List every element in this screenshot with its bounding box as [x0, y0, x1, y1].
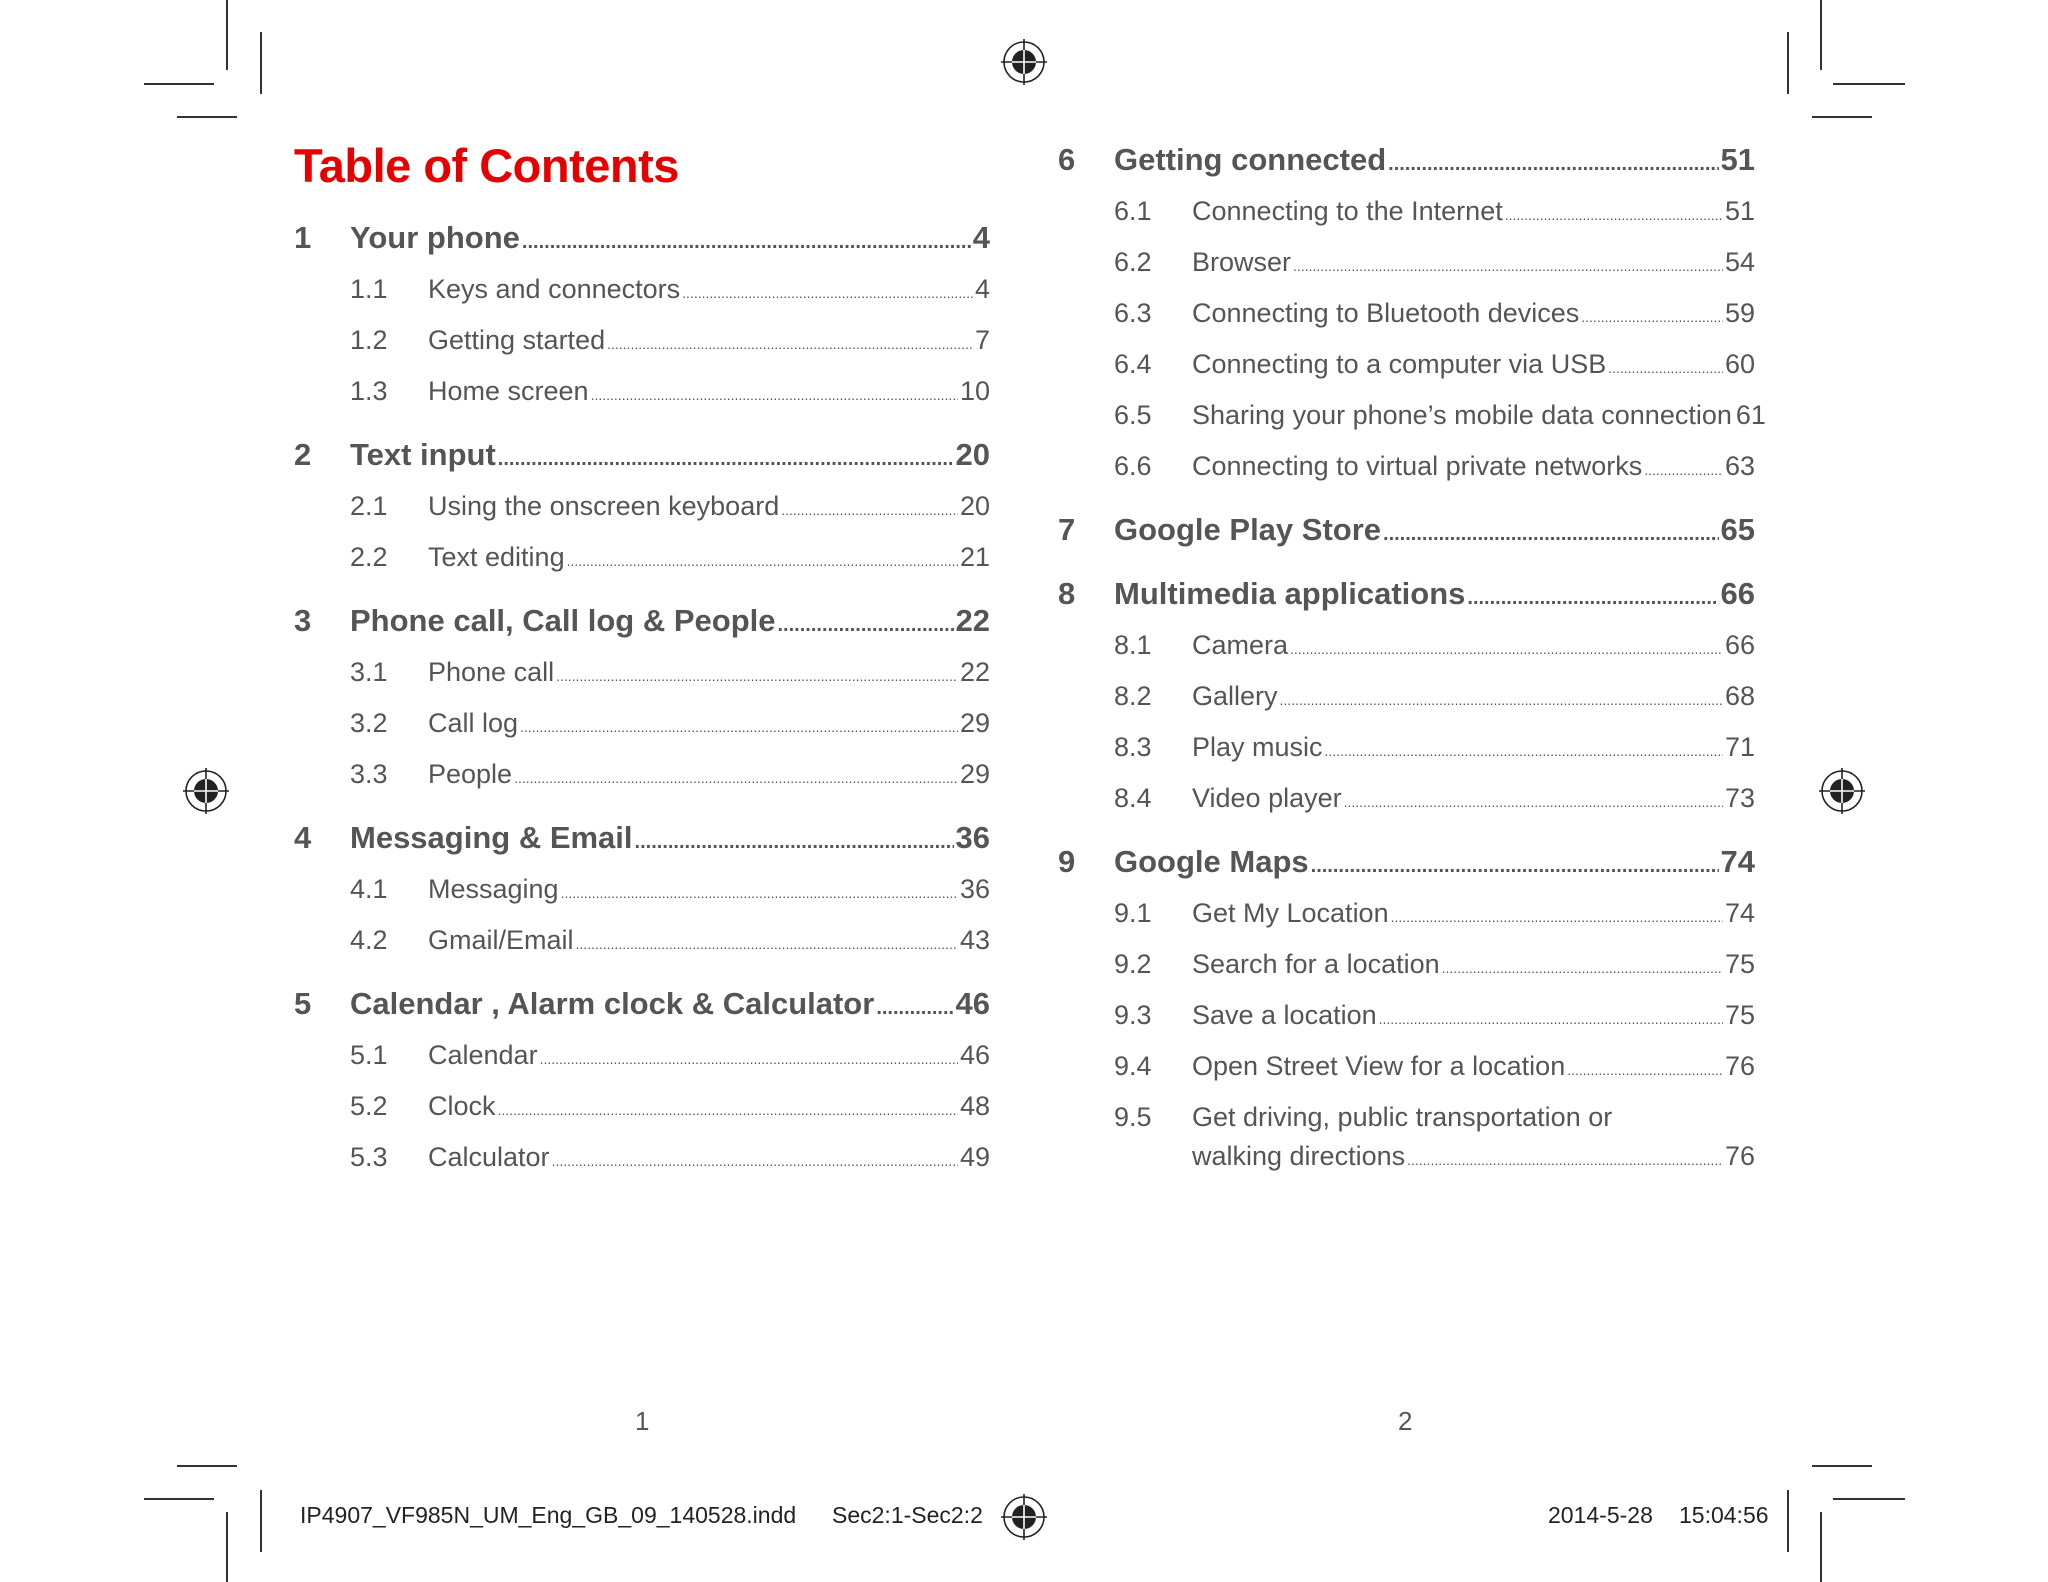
- crop-mark: [260, 1490, 262, 1552]
- section-page: 22: [959, 657, 990, 687]
- section-page: 46: [959, 1040, 990, 1070]
- dot-leader: [591, 378, 958, 405]
- dot-leader: [576, 927, 958, 954]
- chapter-page: 46: [955, 986, 990, 1021]
- chapter-label: Messaging & Email: [350, 820, 633, 855]
- section-page: 74: [1724, 898, 1755, 928]
- toc-section[interactable]: [1114, 1102, 1755, 1174]
- section-number: 6.3: [1114, 298, 1152, 328]
- chapter-label: Google Maps: [1114, 844, 1309, 879]
- dot-leader: [682, 276, 973, 303]
- crop-mark: [1833, 1498, 1905, 1500]
- section-page: 43: [959, 925, 990, 955]
- toc-section[interactable]: [1114, 1051, 1755, 1087]
- section-label: Get My Location: [1192, 898, 1389, 928]
- slug-time: 15:04:56: [1679, 1502, 1769, 1528]
- chapter-label: Calendar , Alarm clock & Calculator: [350, 986, 875, 1021]
- crop-mark: [1787, 1490, 1789, 1552]
- toc-section[interactable]: [350, 708, 990, 744]
- chapter-number: 5: [294, 986, 312, 1021]
- dot-leader: [876, 988, 953, 1019]
- toc-section[interactable]: [1114, 1000, 1755, 1036]
- page-number-left: 1: [635, 1406, 650, 1436]
- section-label: Gallery: [1192, 681, 1278, 711]
- crop-mark: [1787, 32, 1789, 94]
- section-number: 6.2: [1114, 247, 1152, 277]
- section-label: Using the onscreen keyboard: [428, 491, 780, 521]
- chapter-number: 7: [1058, 512, 1076, 547]
- section-number: 8.1: [1114, 630, 1152, 660]
- section-page: 7: [974, 325, 990, 355]
- section-label: Sharing your phone’s mobile data connection: [1192, 400, 1732, 430]
- section-label: Play music: [1192, 732, 1323, 762]
- section-number: 4.2: [350, 925, 388, 955]
- section-page: 68: [1724, 681, 1755, 711]
- toc-section[interactable]: [1114, 298, 1755, 334]
- section-label: Keys and connectors: [428, 274, 681, 304]
- toc-section[interactable]: [1114, 783, 1755, 819]
- chapter-page: 65: [1720, 512, 1755, 547]
- section-page: 59: [1724, 298, 1755, 328]
- toc-section[interactable]: [1114, 681, 1755, 717]
- slug-filename: IP4907_VF985N_UM_Eng_GB_09_140528.indd: [300, 1502, 797, 1528]
- chapter-label: Your phone: [350, 220, 520, 255]
- section-label: Getting started: [428, 325, 606, 355]
- page-title: Table of Contents: [294, 139, 679, 192]
- chapter-number: 1: [294, 220, 312, 255]
- dot-leader: [1311, 846, 1719, 877]
- dot-leader: [522, 222, 971, 253]
- chapter-number: 9: [1058, 844, 1076, 879]
- registration-mark-icon: [183, 768, 229, 814]
- chapter-number: 8: [1058, 576, 1076, 611]
- section-number: 8.4: [1114, 783, 1152, 813]
- toc-section[interactable]: [1114, 400, 1766, 436]
- section-label: Open Street View for a location: [1192, 1051, 1566, 1081]
- section-page: 61: [1735, 400, 1766, 430]
- section-label: Clock: [428, 1091, 496, 1121]
- dot-leader: [635, 822, 954, 853]
- section-label: Text editing: [428, 542, 565, 572]
- section-page: 29: [959, 708, 990, 738]
- dot-leader: [567, 544, 958, 571]
- chapter-number: 4: [294, 820, 312, 855]
- section-label: Get driving, public transportation or: [1192, 1102, 1613, 1132]
- section-number: 4.1: [350, 874, 388, 904]
- chapter-page: 4: [972, 220, 990, 255]
- toc-section[interactable]: [350, 1142, 990, 1178]
- section-page: 48: [959, 1091, 990, 1121]
- section-label: Connecting to virtual private networks: [1192, 451, 1643, 481]
- toc-section[interactable]: [1114, 732, 1755, 768]
- section-label: Messaging: [428, 874, 559, 904]
- toc-section[interactable]: [350, 376, 990, 412]
- section-label-continuation: [1192, 1141, 1755, 1172]
- dot-leader: [1290, 632, 1723, 659]
- section-label: Connecting to Bluetooth devices: [1192, 298, 1580, 328]
- section-page: 51: [1724, 196, 1755, 226]
- chapter-page: 36: [955, 820, 990, 855]
- section-number: 6.6: [1114, 451, 1152, 481]
- section-page: 60: [1724, 349, 1755, 379]
- toc-section[interactable]: [1114, 451, 1755, 487]
- section-number: 1.1: [350, 274, 388, 304]
- toc-section[interactable]: [1114, 247, 1755, 283]
- section-page: 76: [1724, 1141, 1755, 1171]
- toc-section[interactable]: [350, 274, 990, 310]
- dot-leader: [781, 493, 958, 520]
- toc-section[interactable]: [1114, 630, 1755, 666]
- section-label: walking directions: [1192, 1141, 1406, 1171]
- chapter-number: 3: [294, 603, 312, 638]
- chapter-label: Google Play Store: [1114, 512, 1382, 547]
- section-label: Connecting to a computer via USB: [1192, 349, 1607, 379]
- crop-mark: [177, 116, 237, 118]
- dot-leader: [1379, 1002, 1723, 1029]
- section-number: 9.3: [1114, 1000, 1152, 1030]
- section-label: People: [428, 759, 513, 789]
- registration-mark-icon: [1819, 768, 1865, 814]
- section-label: Save a location: [1192, 1000, 1377, 1030]
- toc-section[interactable]: [350, 542, 990, 578]
- dot-leader: [561, 876, 958, 903]
- dot-leader: [1391, 900, 1723, 927]
- toc-chapter[interactable]: [1058, 844, 1755, 884]
- section-label: Home screen: [428, 376, 589, 406]
- section-number: 2.2: [350, 542, 388, 572]
- section-label: Call log: [428, 708, 519, 738]
- slug-date: 2014-5-28: [1548, 1502, 1653, 1528]
- section-page: 49: [959, 1142, 990, 1172]
- section-number: 9.4: [1114, 1051, 1152, 1081]
- section-label: Gmail/Email: [428, 925, 574, 955]
- section-page: 20: [959, 491, 990, 521]
- chapter-page: 66: [1720, 576, 1755, 611]
- section-number: 5.2: [350, 1091, 388, 1121]
- toc-section[interactable]: [1114, 196, 1755, 232]
- section-number: 1.3: [350, 376, 388, 406]
- dot-leader: [1388, 144, 1718, 175]
- section-number: 1.2: [350, 325, 388, 355]
- toc-chapter[interactable]: [1058, 142, 1755, 182]
- chapter-label: Multimedia applications: [1114, 576, 1466, 611]
- crop-mark: [144, 83, 214, 85]
- section-number: 5.1: [350, 1040, 388, 1070]
- section-number: 9.5: [1114, 1102, 1152, 1132]
- dot-leader: [1325, 734, 1723, 761]
- toc-section[interactable]: [350, 759, 990, 795]
- dot-leader: [1344, 785, 1723, 812]
- section-page: 4: [974, 274, 990, 304]
- crop-mark: [226, 1512, 228, 1582]
- crop-mark: [144, 1498, 214, 1500]
- chapter-page: 22: [955, 603, 990, 638]
- toc-section[interactable]: [350, 325, 990, 361]
- section-number: 9.1: [1114, 898, 1152, 928]
- section-page: 75: [1724, 1000, 1755, 1030]
- crop-mark: [1820, 1512, 1822, 1582]
- section-number: 3.2: [350, 708, 388, 738]
- dot-leader: [1581, 300, 1723, 327]
- dot-leader: [520, 710, 958, 737]
- dot-leader: [607, 327, 973, 354]
- section-label: Calendar: [428, 1040, 538, 1070]
- dot-leader: [1280, 683, 1723, 710]
- section-number: 2.1: [350, 491, 388, 521]
- section-label: Video player: [1192, 783, 1342, 813]
- section-page: 66: [1724, 630, 1755, 660]
- toc-section[interactable]: [1114, 949, 1755, 985]
- toc-chapter[interactable]: [294, 986, 990, 1026]
- section-number: 6.1: [1114, 196, 1152, 226]
- toc-chapter[interactable]: [1058, 576, 1755, 616]
- toc-section[interactable]: [350, 925, 990, 961]
- chapter-label: Getting connected: [1114, 142, 1387, 177]
- section-label: Calculator: [428, 1142, 550, 1172]
- dot-leader: [1383, 514, 1719, 545]
- section-number: 6.4: [1114, 349, 1152, 379]
- toc-chapter[interactable]: [294, 220, 990, 260]
- dot-leader: [1505, 198, 1723, 225]
- dot-leader: [1644, 453, 1723, 480]
- dot-leader: [498, 439, 954, 470]
- crop-mark: [177, 1465, 237, 1467]
- dot-leader: [540, 1042, 958, 1069]
- crop-mark: [1812, 116, 1872, 118]
- section-page: 10: [959, 376, 990, 406]
- dot-leader: [514, 761, 958, 788]
- chapter-page: 20: [955, 437, 990, 472]
- section-page: 36: [959, 874, 990, 904]
- toc-chapter[interactable]: [294, 437, 990, 477]
- dot-leader: [1293, 249, 1723, 276]
- dot-leader: [498, 1093, 958, 1120]
- registration-mark-icon: [1001, 39, 1047, 85]
- crop-mark: [1812, 1465, 1872, 1467]
- toc-section[interactable]: [350, 657, 990, 693]
- crop-mark: [260, 32, 262, 94]
- toc-section[interactable]: [350, 1091, 990, 1127]
- toc-section[interactable]: [350, 491, 990, 527]
- section-page: 71: [1724, 732, 1755, 762]
- section-number: 3.1: [350, 657, 388, 687]
- slug-sections: Sec2:1-Sec2:2: [832, 1502, 983, 1528]
- chapter-label: Text input: [350, 437, 496, 472]
- section-label: Connecting to the Internet: [1192, 196, 1503, 226]
- toc-chapter[interactable]: [1058, 512, 1755, 552]
- section-number: 3.3: [350, 759, 388, 789]
- chapter-page: 51: [1720, 142, 1755, 177]
- page-number-right: 2: [1398, 1406, 1413, 1436]
- section-page: 21: [959, 542, 990, 572]
- section-number: 5.3: [350, 1142, 388, 1172]
- chapter-number: 6: [1058, 142, 1076, 177]
- chapter-label: Phone call, Call log & People: [350, 603, 776, 638]
- chapter-page: 74: [1720, 844, 1755, 879]
- toc-section[interactable]: [1114, 898, 1755, 934]
- toc-chapter[interactable]: [294, 603, 990, 643]
- toc-section[interactable]: [350, 874, 990, 910]
- toc-section[interactable]: [1114, 349, 1755, 385]
- dot-leader: [1608, 351, 1723, 378]
- toc-section[interactable]: [350, 1040, 990, 1076]
- dot-leader: [556, 659, 958, 686]
- section-page: 73: [1724, 783, 1755, 813]
- section-page: 29: [959, 759, 990, 789]
- crop-mark: [226, 0, 228, 70]
- section-page: 76: [1724, 1051, 1755, 1081]
- dot-leader: [1567, 1053, 1723, 1080]
- dot-leader: [1442, 951, 1723, 978]
- dot-leader: [552, 1144, 958, 1171]
- section-number: 6.5: [1114, 400, 1152, 430]
- registration-mark-icon: [1001, 1494, 1047, 1540]
- section-page: 63: [1724, 451, 1755, 481]
- dot-leader: [1467, 578, 1718, 609]
- section-label: Phone call: [428, 657, 555, 687]
- section-label: Search for a location: [1192, 949, 1440, 979]
- section-page: 54: [1724, 247, 1755, 277]
- section-label: Browser: [1192, 247, 1292, 277]
- crop-mark: [1820, 0, 1822, 70]
- chapter-number: 2: [294, 437, 312, 472]
- section-number: 8.3: [1114, 732, 1152, 762]
- section-label: Camera: [1192, 630, 1289, 660]
- crop-mark: [1833, 83, 1905, 85]
- toc-chapter[interactable]: [294, 820, 990, 860]
- dot-leader: [1407, 1143, 1723, 1170]
- section-number: 8.2: [1114, 681, 1152, 711]
- section-page: 75: [1724, 949, 1755, 979]
- dot-leader: [777, 605, 953, 636]
- section-number: 9.2: [1114, 949, 1152, 979]
